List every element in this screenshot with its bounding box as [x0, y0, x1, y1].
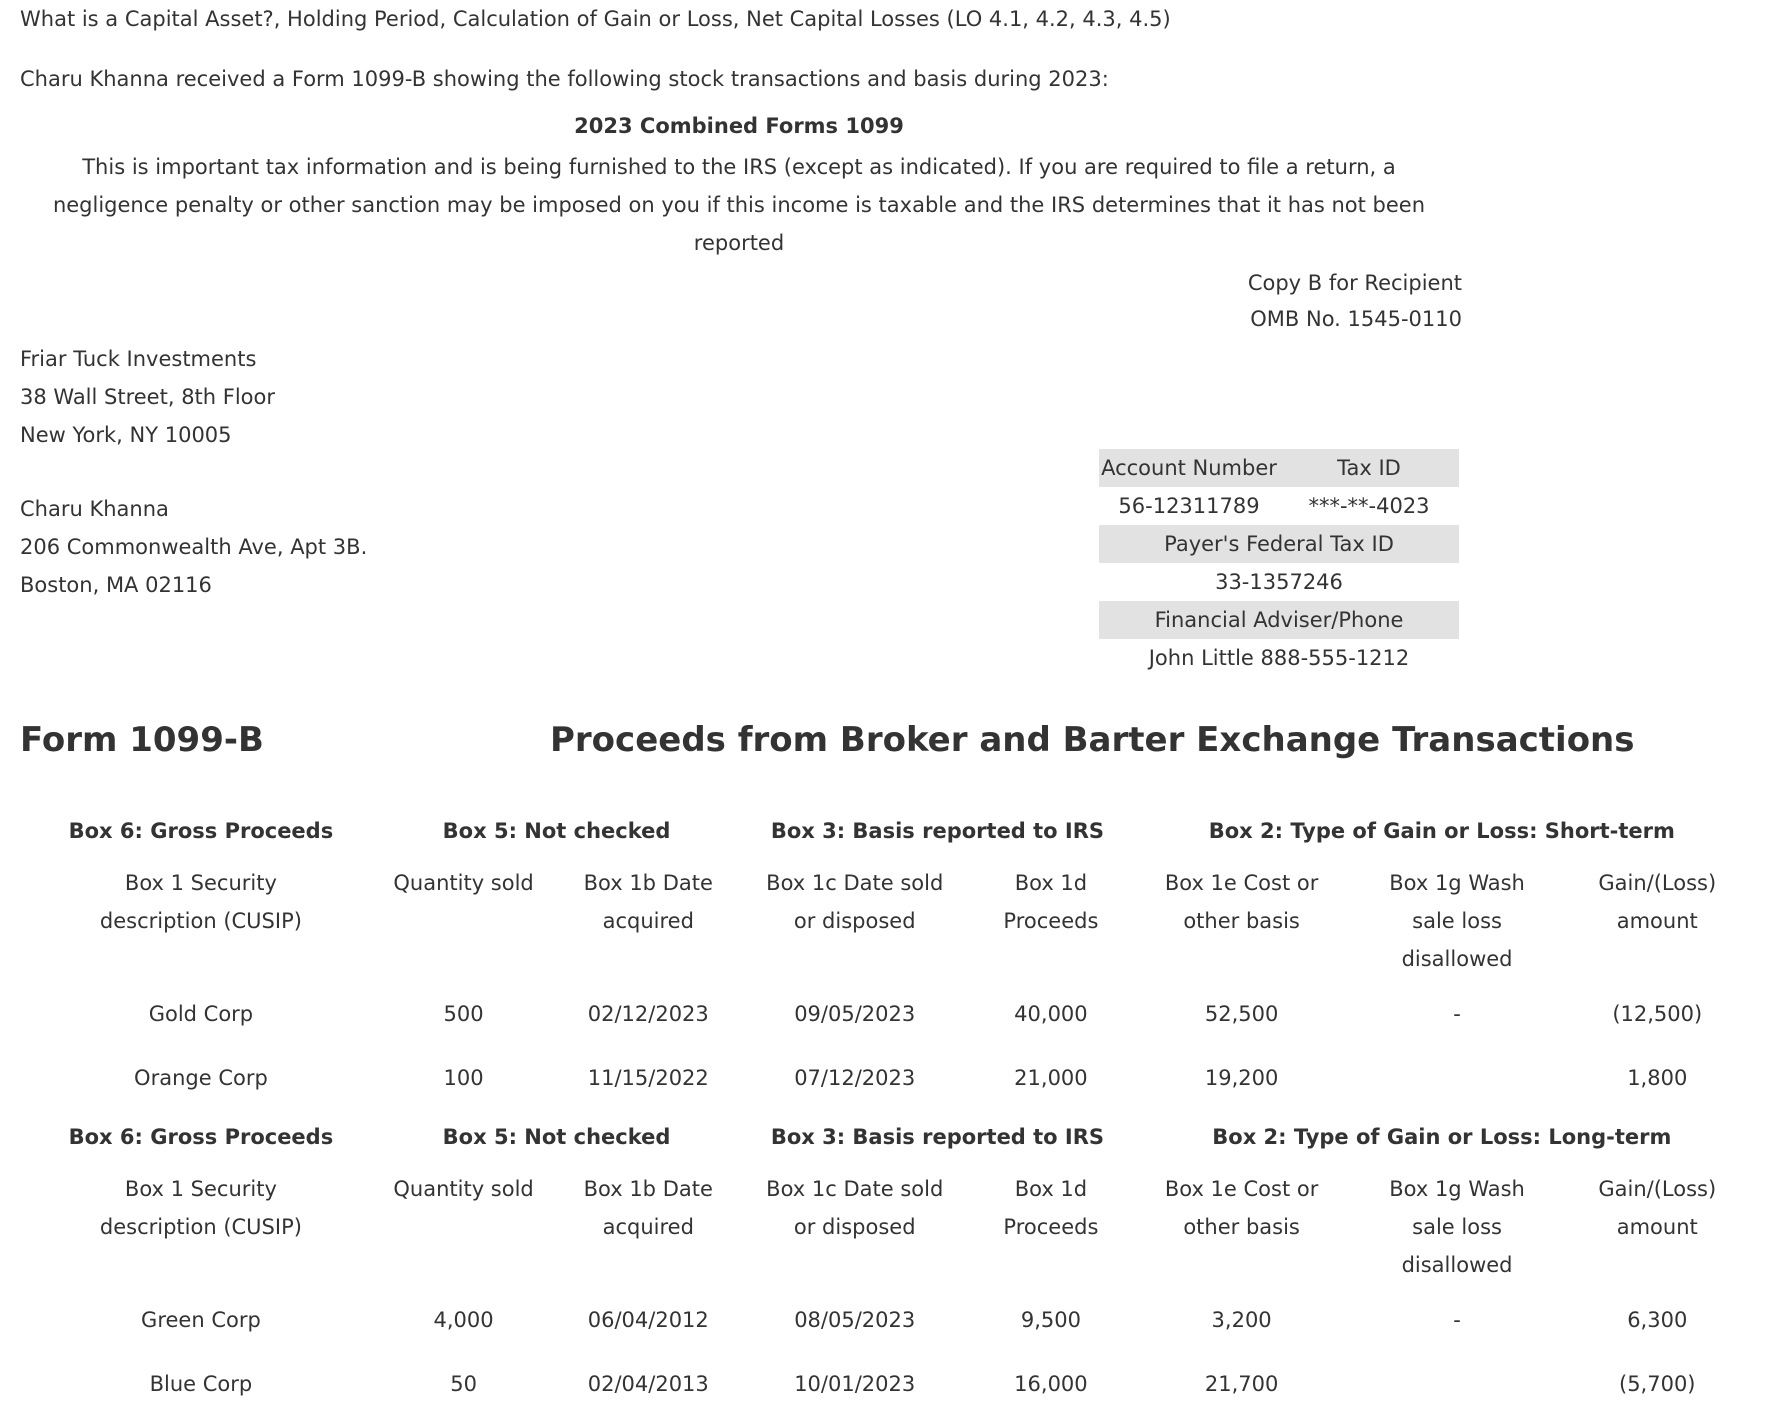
account-header-row — [1099, 449, 1459, 487]
payer-name: Friar Tuck Investments — [20, 347, 257, 371]
cell-cost: 21,700 — [1204, 1372, 1279, 1396]
cell-qty: 500 — [443, 1002, 484, 1026]
box6-label: Box 6: Gross Proceeds — [68, 819, 334, 843]
col-header-qty: Quantity sold — [393, 871, 534, 895]
form-title: 2023 Combined Forms 1099 — [574, 114, 904, 138]
cell-acq: 02/04/2013 — [587, 1372, 709, 1396]
table-row — [30, 1296, 1750, 1360]
topic-heading: What is a Capital Asset?, Holding Period, Calculation of Gain or Loss, Net Capital Losses (LO 4.1, 4.2, 4.3, 4.5) — [20, 7, 1171, 31]
cell-acq: 02/12/2023 — [587, 1002, 709, 1026]
col-header-proc: Box 1d Proceeds — [1003, 871, 1099, 933]
copy-label: Copy B for Recipient — [1247, 271, 1462, 295]
adviser-label: Financial Adviser/Phone — [1154, 608, 1404, 632]
cell-sold: 10/01/2023 — [794, 1372, 916, 1396]
short-term-section-header — [30, 812, 1750, 860]
box3-label: Box 3: Basis reported to IRS — [770, 819, 1105, 843]
irs-notice-block — [20, 148, 1458, 262]
cell-acq: 11/15/2022 — [587, 1066, 709, 1090]
table-row — [30, 990, 1750, 1054]
adviser-label-row — [1099, 601, 1459, 639]
cell-cost: 3,200 — [1211, 1308, 1272, 1332]
col-header-gain: Gain/(Loss) amount — [1598, 1177, 1717, 1239]
cell-wash — [1350, 1054, 1565, 1118]
cell-proc: 40,000 — [1014, 1002, 1088, 1026]
recipient-street: 206 Commonwealth Ave, Apt 3B. — [20, 535, 368, 559]
cell-qty: 4,000 — [433, 1308, 494, 1332]
col-header-cost: Box 1e Cost or other basis — [1164, 871, 1319, 933]
box5-label: Box 5: Not checked — [442, 1125, 671, 1149]
cell-wash: - — [1453, 1002, 1461, 1026]
payer-street: 38 Wall Street, 8th Floor — [20, 385, 276, 409]
col-header-qty: Quantity sold — [393, 1177, 534, 1201]
payer-taxid-value-row — [1099, 563, 1459, 601]
account-info-box — [1099, 449, 1459, 677]
payer-taxid-label: Payer's Federal Tax ID — [1164, 532, 1394, 556]
cell-acq: 06/04/2012 — [587, 1308, 709, 1332]
omb-number: OMB No. 1545-0110 — [1250, 307, 1462, 331]
recipient-city: Boston, MA 02116 — [20, 573, 212, 597]
cell-desc: Green Corp — [141, 1308, 261, 1332]
payer-address — [20, 340, 275, 454]
cell-wash — [1350, 1360, 1565, 1424]
box2-label: Box 2: Type of Gain or Loss: Short-term — [1208, 819, 1675, 843]
col-header-desc: Box 1 Security description (CUSIP) — [99, 1177, 302, 1239]
cell-cost: 52,500 — [1204, 1002, 1279, 1026]
cell-gain: 1,800 — [1627, 1066, 1688, 1090]
table-row — [30, 1054, 1750, 1118]
adviser-value-row — [1099, 639, 1459, 677]
box2-label: Box 2: Type of Gain or Loss: Long-term — [1212, 1125, 1672, 1149]
adviser-value: John Little 888-555-1212 — [1148, 646, 1410, 670]
transactions-table — [30, 812, 1750, 1424]
payer-city: New York, NY 10005 — [20, 423, 232, 447]
col-header-desc: Box 1 Security description (CUSIP) — [99, 871, 302, 933]
col-header-cost: Box 1e Cost or other basis — [1164, 1177, 1319, 1239]
cell-gain: 6,300 — [1627, 1308, 1688, 1332]
cell-gain: (12,500) — [1612, 1002, 1703, 1026]
tax-id-label: Tax ID — [1337, 456, 1401, 480]
account-value-row — [1099, 487, 1459, 525]
short-term-column-headers — [30, 860, 1750, 990]
cell-cost: 19,200 — [1204, 1066, 1279, 1090]
cell-qty: 100 — [443, 1066, 484, 1090]
long-term-column-headers — [30, 1166, 1750, 1296]
cell-qty: 50 — [450, 1372, 477, 1396]
cell-sold: 09/05/2023 — [794, 1002, 916, 1026]
copy-info — [1248, 265, 1462, 337]
table-row — [30, 1360, 1750, 1424]
account-number-label: Account Number — [1101, 456, 1277, 480]
long-term-section-header — [30, 1118, 1750, 1166]
cell-wash: - — [1453, 1308, 1461, 1332]
irs-notice: This is important tax information and is being furnished to the IRS (except as indicated). If you are required to file a return, a negligence penalty or other sanction may be imposed on you if this income is taxable and the IRS determines that it has not been reported — [52, 155, 1426, 255]
recipient-address — [20, 490, 367, 604]
form-label: Form 1099-B — [20, 720, 264, 760]
cell-desc: Orange Corp — [134, 1066, 268, 1090]
payer-taxid-value: 33-1357246 — [1215, 570, 1343, 594]
cell-gain: (5,700) — [1619, 1372, 1696, 1396]
cell-proc: 21,000 — [1014, 1066, 1088, 1090]
col-header-sold: Box 1c Date sold or disposed — [766, 1177, 944, 1239]
payer-taxid-label-row — [1099, 525, 1459, 563]
col-header-proc: Box 1d Proceeds — [1003, 1177, 1099, 1239]
account-number-value: 56-12311789 — [1118, 494, 1260, 518]
col-header-sold: Box 1c Date sold or disposed — [766, 871, 944, 933]
col-header-wash: Box 1g Wash sale loss disallowed — [1389, 1177, 1525, 1277]
box5-label: Box 5: Not checked — [442, 819, 671, 843]
col-header-acq: Box 1b Date acquired — [583, 1177, 713, 1239]
intro-text: Charu Khanna received a Form 1099-B showing the following stock transactions and basis during 2023: — [20, 67, 1109, 91]
tax-id-value: ***-**-4023 — [1308, 494, 1430, 518]
cell-sold: 07/12/2023 — [794, 1066, 916, 1090]
proceeds-title: Proceeds from Broker and Barter Exchange Transactions — [550, 720, 1635, 760]
cell-desc: Gold Corp — [148, 1002, 254, 1026]
box3-label: Box 3: Basis reported to IRS — [770, 1125, 1105, 1149]
cell-proc: 16,000 — [1014, 1372, 1088, 1396]
recipient-name: Charu Khanna — [20, 497, 169, 521]
box6-label: Box 6: Gross Proceeds — [68, 1125, 334, 1149]
col-header-gain: Gain/(Loss) amount — [1598, 871, 1717, 933]
col-header-wash: Box 1g Wash sale loss disallowed — [1389, 871, 1525, 971]
cell-proc: 9,500 — [1020, 1308, 1081, 1332]
col-header-acq: Box 1b Date acquired — [583, 871, 713, 933]
cell-desc: Blue Corp — [149, 1372, 253, 1396]
cell-sold: 08/05/2023 — [794, 1308, 916, 1332]
